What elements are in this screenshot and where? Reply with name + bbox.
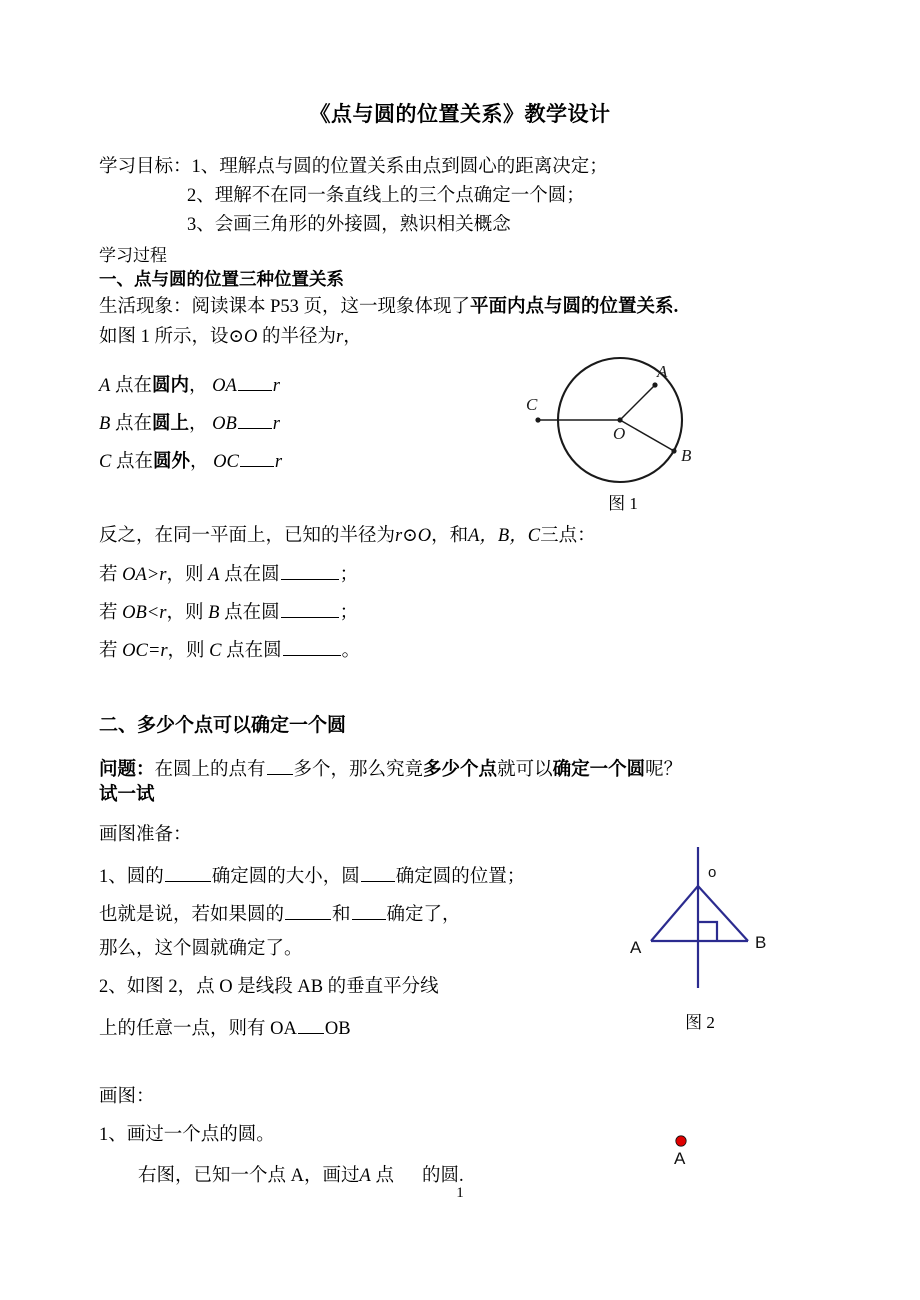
point-a-mid: 点在 xyxy=(114,376,152,397)
converse-3-end: 。 xyxy=(341,641,361,662)
blank-ob[interactable] xyxy=(238,411,272,429)
draw-sub-text-c: 的圆. xyxy=(421,1166,464,1187)
converse-3-pre: 若 xyxy=(99,641,118,662)
triangle-side-ob xyxy=(698,886,748,941)
fig1-label-a: A xyxy=(657,362,668,381)
figure-2-caption: 图 2 xyxy=(685,1013,715,1032)
blank-converse-1[interactable] xyxy=(281,562,339,580)
converse-1-pre: 若 xyxy=(99,565,118,586)
prep-1-text-a: 1、圆的 xyxy=(99,867,164,888)
point-a-figure-label: A xyxy=(674,1149,686,1168)
draw-label: 画图： xyxy=(99,1087,155,1107)
point-b-comma: ， xyxy=(188,414,208,435)
section1-intro-emphasis: 平面内点与圆的位置关系 xyxy=(470,297,674,317)
point-relation-c xyxy=(99,449,282,472)
figure-2-triangle xyxy=(618,843,788,998)
converse-radius-var: r xyxy=(395,526,403,546)
question-label: 问题： xyxy=(99,760,155,781)
point-c-state: 圆外 xyxy=(152,452,190,473)
question-part-3: 就可以 xyxy=(497,760,553,781)
converse-3-post: 点在圆 xyxy=(226,641,282,662)
triangle-side-oa xyxy=(651,886,698,941)
radius-comma: ， xyxy=(343,327,362,347)
figure-1-caption: 图 1 xyxy=(608,494,638,513)
try-it-heading: 试一试 xyxy=(99,785,155,805)
figure-point-a xyxy=(660,1130,710,1170)
point-b-dot xyxy=(671,448,676,453)
section1-heading: 一、点与圆的位置三种位置关系 xyxy=(99,269,344,289)
prep-item-2 xyxy=(99,902,461,925)
point-relation-a xyxy=(99,373,280,396)
process-label: 学习过程 xyxy=(99,246,167,265)
objective-item-1: 1、理解点与圆的位置关系由点到圆心的距离决定； xyxy=(191,157,608,177)
point-c-mid: 点在 xyxy=(115,452,153,473)
point-c-var: C xyxy=(99,452,112,473)
radius-r-a: r xyxy=(272,376,280,397)
prep-5-text-b: OB xyxy=(324,1019,351,1040)
objective-item-2: 2、理解不在同一条直线上的三个点确定一个圆； xyxy=(187,186,585,206)
section1-intro-radius xyxy=(99,328,362,347)
converse-abc-vars: A，B，C xyxy=(468,526,541,546)
converse-statement-3 xyxy=(99,638,360,661)
radius-r-b: r xyxy=(272,414,280,435)
blank-question[interactable] xyxy=(267,757,293,775)
prep-2-text-c: 确定了， xyxy=(386,905,461,926)
point-c-comma: ， xyxy=(190,452,209,473)
converse-1-mid: ，则 xyxy=(166,565,204,586)
question-part-4: 呢？ xyxy=(645,760,683,781)
fig1-label-o: O xyxy=(613,424,626,443)
circle-symbol: ⊙ xyxy=(228,327,245,347)
segment-oa-line xyxy=(620,385,655,420)
objectives-line-1 xyxy=(99,158,608,177)
converse-intro-text2: ，和 xyxy=(431,526,469,546)
segment-oc: OC xyxy=(213,452,239,473)
segment-ob: OB xyxy=(212,414,237,435)
prep-label: 画图准备： xyxy=(99,825,192,845)
converse-3-expr: OC=r xyxy=(122,641,168,662)
section2-question xyxy=(99,757,682,780)
section1-intro-text: 生活现象：阅读课本 P53 页，这一现象体现了 xyxy=(99,297,471,317)
draw-sub-var: A xyxy=(359,1166,371,1187)
point-c-dot xyxy=(535,417,540,422)
blank-draw-1[interactable] xyxy=(395,1164,421,1181)
section1-intro-life xyxy=(99,298,678,317)
converse-2-mid: ，则 xyxy=(166,603,204,624)
converse-2-pre: 若 xyxy=(99,603,118,624)
center-point-dot xyxy=(617,417,622,422)
blank-oa[interactable] xyxy=(238,373,272,391)
prep-2-text-a: 也就是说，若如果圆的 xyxy=(99,905,285,926)
blank-prep-1b[interactable] xyxy=(361,864,395,882)
figure-2-svg xyxy=(618,843,788,998)
point-a-state: 圆内 xyxy=(151,376,189,397)
point-b-mid: 点在 xyxy=(114,414,152,435)
converse-3-var: C xyxy=(209,641,222,662)
center-o-var: O xyxy=(244,327,258,347)
converse-statement-2 xyxy=(99,600,358,623)
converse-circle-symbol: ⊙ xyxy=(402,526,418,546)
point-a-svg xyxy=(660,1130,710,1170)
fig2-label-b: B xyxy=(755,933,767,952)
converse-1-post: 点在圆 xyxy=(224,565,280,586)
converse-statement-1 xyxy=(99,562,358,585)
converse-intro-text3: 三点： xyxy=(540,526,596,546)
prep-item-5 xyxy=(99,1016,351,1039)
radius-var: r xyxy=(336,327,344,347)
segment-oa: OA xyxy=(212,376,237,397)
converse-center-var: O xyxy=(417,526,432,546)
blank-converse-2[interactable] xyxy=(281,600,339,618)
draw-item-1-sub xyxy=(138,1164,464,1186)
prep-5-text-a: 上的任意一点，则有 OA xyxy=(99,1019,297,1040)
question-bold-1: 多少个点 xyxy=(423,760,498,781)
figure-1-circle xyxy=(508,338,738,513)
blank-prep-1a[interactable] xyxy=(165,864,211,882)
page-number: 1 xyxy=(456,1185,464,1201)
point-b-state: 圆上 xyxy=(151,414,189,435)
converse-1-expr: OA>r xyxy=(122,565,167,586)
section1-intro-period: . xyxy=(673,297,679,317)
converse-1-var: A xyxy=(208,565,220,586)
radius-text: 的半径为 xyxy=(262,327,337,347)
fig2-label-a: A xyxy=(630,938,642,957)
objective-item-3: 3、会画三角形的外接圆，熟识相关概念 xyxy=(187,215,511,235)
point-relation-b xyxy=(99,411,280,434)
question-part-2: 多个，那么究竟 xyxy=(293,760,424,781)
prep-item-4: 2、如图 2，点 O 是线段 AB 的垂直平分线 xyxy=(99,977,439,997)
point-a-dot xyxy=(652,382,657,387)
fig1-label-c: C xyxy=(526,395,538,414)
draw-sub-text-a: 右图，已知一个点 A，画过 xyxy=(138,1166,360,1187)
point-a-comma: ， xyxy=(188,376,208,397)
figure-1-svg xyxy=(508,338,738,513)
converse-intro-text: 反之，在同一平面上，已知的半径为 xyxy=(99,526,396,546)
blank-prep-2b[interactable] xyxy=(352,902,386,920)
radius-r-c: r xyxy=(274,452,283,473)
fig2-label-o: o xyxy=(708,864,717,881)
prep-item-3: 那么，这个圆就确定了。 xyxy=(99,939,303,959)
draw-item-1: 1、画过一个点的圆。 xyxy=(99,1125,275,1145)
converse-2-end: ； xyxy=(339,603,359,624)
converse-2-var: B xyxy=(208,603,220,624)
segment-ob-line xyxy=(620,420,674,451)
fig1-label-b: B xyxy=(681,446,692,465)
point-a-var: A xyxy=(99,376,111,397)
blank-prep-5[interactable] xyxy=(298,1016,324,1034)
prep-1-text-b: 确定圆的大小，圆 xyxy=(211,867,360,888)
prep-2-text-b: 和 xyxy=(332,905,351,926)
point-b-var: B xyxy=(99,414,111,435)
blank-oc[interactable] xyxy=(240,449,274,467)
section2-heading: 二、多少个点可以确定一个圆 xyxy=(99,715,347,736)
prep-item-1 xyxy=(99,864,525,887)
right-angle-marker xyxy=(698,922,717,941)
blank-prep-2a[interactable] xyxy=(285,902,331,920)
converse-2-post: 点在圆 xyxy=(224,603,280,624)
converse-3-mid: ，则 xyxy=(167,641,205,662)
blank-converse-3[interactable] xyxy=(283,638,341,656)
question-part-1: 在圆上的点有 xyxy=(154,760,266,781)
page-title: 《点与圆的位置关系》教学设计 xyxy=(309,102,611,126)
prep-1-text-c: 确定圆的位置； xyxy=(395,867,526,888)
red-point-dot xyxy=(676,1136,686,1146)
objectives-label: 学习目标： xyxy=(99,157,192,177)
fig1-ref-text: 如图 1 所示，设 xyxy=(99,327,229,347)
converse-1-end: ； xyxy=(339,565,359,586)
converse-2-expr: OB<r xyxy=(122,603,167,624)
question-bold-2: 确定一个圆 xyxy=(552,760,646,781)
converse-intro xyxy=(99,527,596,546)
draw-sub-text-b: 点 xyxy=(375,1166,394,1187)
